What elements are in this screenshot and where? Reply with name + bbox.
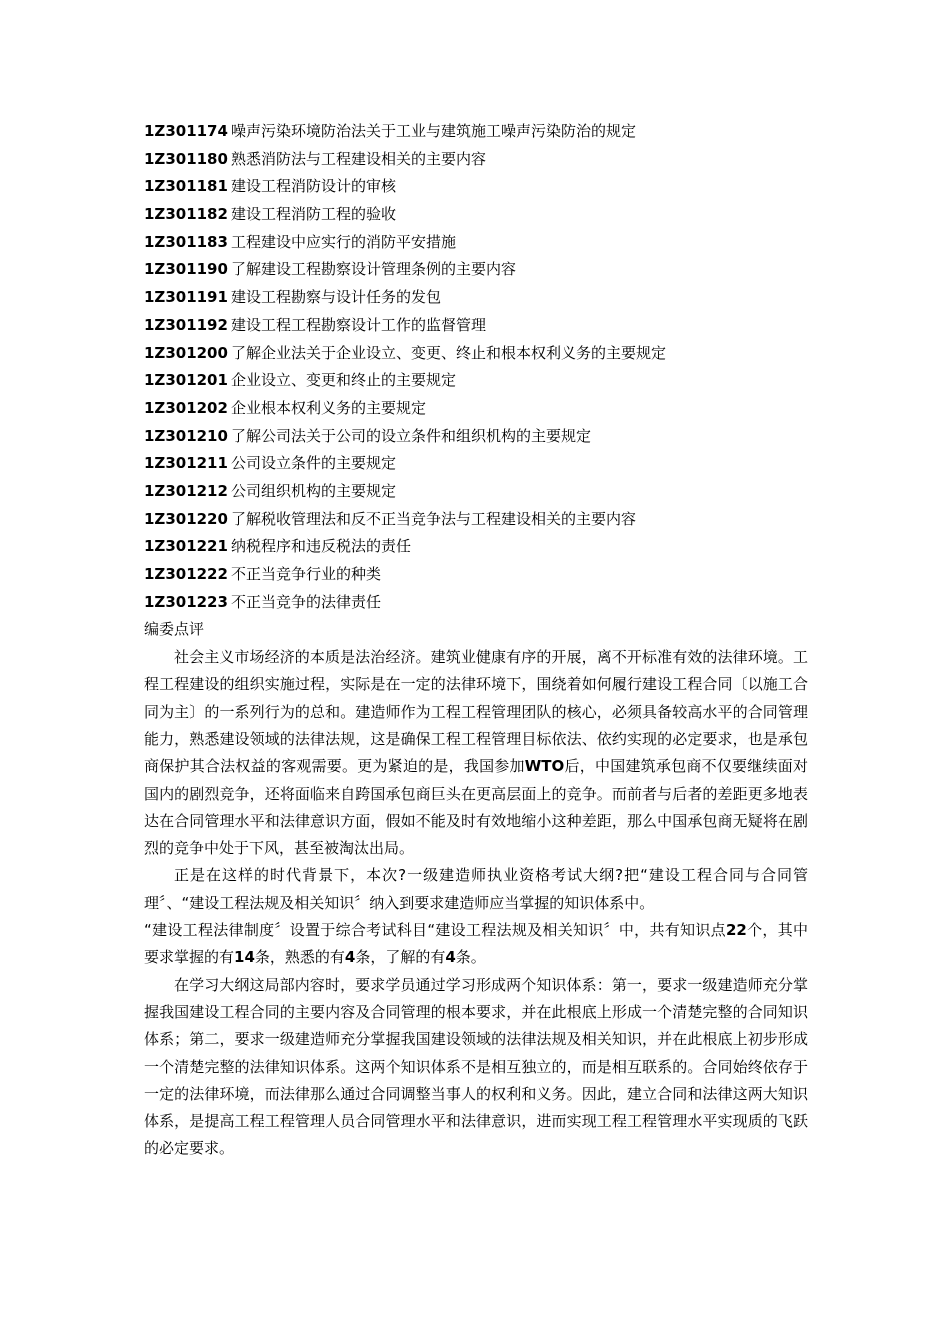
outline-code: 1Z301210 [144,426,228,445]
outline-text: 噪声污染环境防治法关于工业与建筑施工噪声污染防治的规定 [230,122,636,140]
outline-code: 1Z301202 [144,398,228,417]
outline-code: 1Z301183 [144,232,228,251]
outline-code: 1Z301190 [144,260,228,279]
outline-text: 不正当竞争行业的种类 [230,565,381,583]
paragraph: 在学习大纲这局部内容时，要求学员通过学习形成两个知识体系：第一，要求一级建造师充分掌握我国建设工程合同的主要内容及合同管理的根本要求，并在此根底上形成一个清楚完整的合同知识体系；第二，要求一级建造师充分掌握我国建设领域的法律法规及相关知识，并在此根底上初步形成一个清楚完整的法律知识体系。这两个知识体系不是相互独立的，而是相互联系的。合同始终依存于一定的法律环境，而法律那么通过合同调整当事人的权利和义务。因此，建立合同和法律这两大知识体系，是提高工程工程管理人员合同管理水平和法律意识，进而实现工程工程管理水平实现质的飞跃的必定要求。 [144,975,808,1158]
outline-code: 1Z301182 [144,205,228,224]
outline-item [144,284,808,312]
outline-text: 了解企业法关于企业设立、变更、终止和根本权利义务的主要规定 [230,343,666,362]
outline-item [144,589,808,617]
syllabus-outline [144,118,808,616]
outline-text: 建设工程工程勘察设计工作的监督管理 [230,315,486,334]
outline-item [144,340,808,368]
outline-code: 1Z301211 [144,454,228,473]
outline-text: 不正当竞争的法律责任 [230,592,381,611]
paragraph [144,644,808,862]
outline-text: 建设工程消防工程的验收 [230,205,396,224]
outline-item [144,395,808,423]
paragraph-number: 4 [344,948,356,967]
outline-code: 1Z301222 [144,565,228,583]
outline-item [144,146,808,174]
outline-text: 纳税程序和违反税法的责任 [230,537,411,556]
outline-text: 公司设立条件的主要规定 [230,454,396,473]
document-page [144,118,808,1163]
outline-item [144,533,808,561]
outline-text: 了解建设工程勘察设计管理条例的主要内容 [230,260,516,279]
paragraph-text: 条，了解的有 [355,948,446,967]
outline-text: 工程建设中应实行的消防平安措施 [230,232,456,251]
paragraph-bold-term: WTO [524,757,565,776]
outline-code: 1Z301212 [144,481,228,500]
outline-item [144,561,808,589]
outline-text: 熟悉消防法与工程建设相关的主要内容 [230,149,486,168]
outline-code: 1Z301201 [144,371,228,390]
section-title: 编委点评 [144,620,205,639]
outline-item [144,312,808,340]
outline-item [144,229,808,257]
outline-code: 1Z301192 [144,315,228,334]
paragraph-number: 4 [445,948,456,967]
outline-text: 建设工程勘察与设计任务的发包 [230,288,441,307]
outline-code: 1Z301180 [144,149,228,168]
outline-text: 企业根本权利义务的主要规定 [230,398,426,417]
paragraph-text: “建设工程法律制度〞设置于综合考试科目“建设工程法规及相关知识〞中，共有知识点 [144,921,726,940]
paragraph: 正是在这样的时代背景下，本次?一级建造师执业资格考试大纲?把“建设工程合同与合同管理〞、“建设工程法规及相关知识〞纳入到要求建造师应当掌握的知识体系中。 [144,866,808,912]
outline-item [144,256,808,284]
paragraph-text: 条，熟悉的有 [254,948,345,967]
paragraph-text: 个，其中要求掌握的有 [144,921,808,967]
outline-text: 了解税收管理法和反不正当竞争法与工程建设相关的主要内容 [230,509,636,528]
outline-item [144,201,808,229]
outline-item [144,450,808,478]
outline-code: 1Z301181 [144,177,228,196]
outline-text: 建设工程消防设计的审核 [230,177,396,196]
paragraph-text: 后，中国建筑承包商不仅要继续面对国内的剧烈竞争，还将面临来自跨国承包商巨头在更高层面上的竞争。而前者与后者的差距更多地表达在合同管理水平和法律意识方面，假如不能及时有效地缩小这种差距，那么中国承包商无疑将在剧烈的竞争中处于下风，甚至被淘汰出局。 [144,757,808,858]
outline-code: 1Z301221 [144,537,228,556]
outline-code: 1Z301174 [144,122,228,140]
outline-code: 1Z301220 [144,509,228,528]
outline-item [144,367,808,395]
outline-item [144,118,808,146]
paragraph [144,917,808,972]
outline-item [144,506,808,534]
outline-item [144,478,808,506]
outline-text: 了解公司法关于公司的设立条件和组织机构的主要规定 [230,426,591,445]
outline-text: 企业设立、变更和终止的主要规定 [230,371,456,390]
outline-item [144,423,808,451]
paragraph-number: 22 [725,921,747,940]
paragraph-text: 社会主义市场经济的本质是法治经济。建筑业健康有序的开展，离不开标准有效的法律环境。工程工程建设的组织实施过程，实际是在一定的法律环境下，围绕着如何履行建设工程合同〔以施工合同为主〕的一系列行为的总和。建造师作为工程工程管理团队的核心，必须具备较高水平的合同管理能力，熟悉建设领域的法律法规，这是确保工程工程管理目标依法、依约实现的必定要求，也是承包商保护其合法权益的客观需要。更为紧迫的是，我国参加 [144,648,808,776]
outline-code: 1Z301200 [144,343,228,362]
outline-item [144,173,808,201]
paragraph-number: 14 [234,948,255,967]
outline-text: 公司组织机构的主要规定 [230,481,396,500]
paragraph-text: 条。 [455,948,486,967]
outline-code: 1Z301223 [144,592,228,611]
outline-code: 1Z301191 [144,288,228,307]
